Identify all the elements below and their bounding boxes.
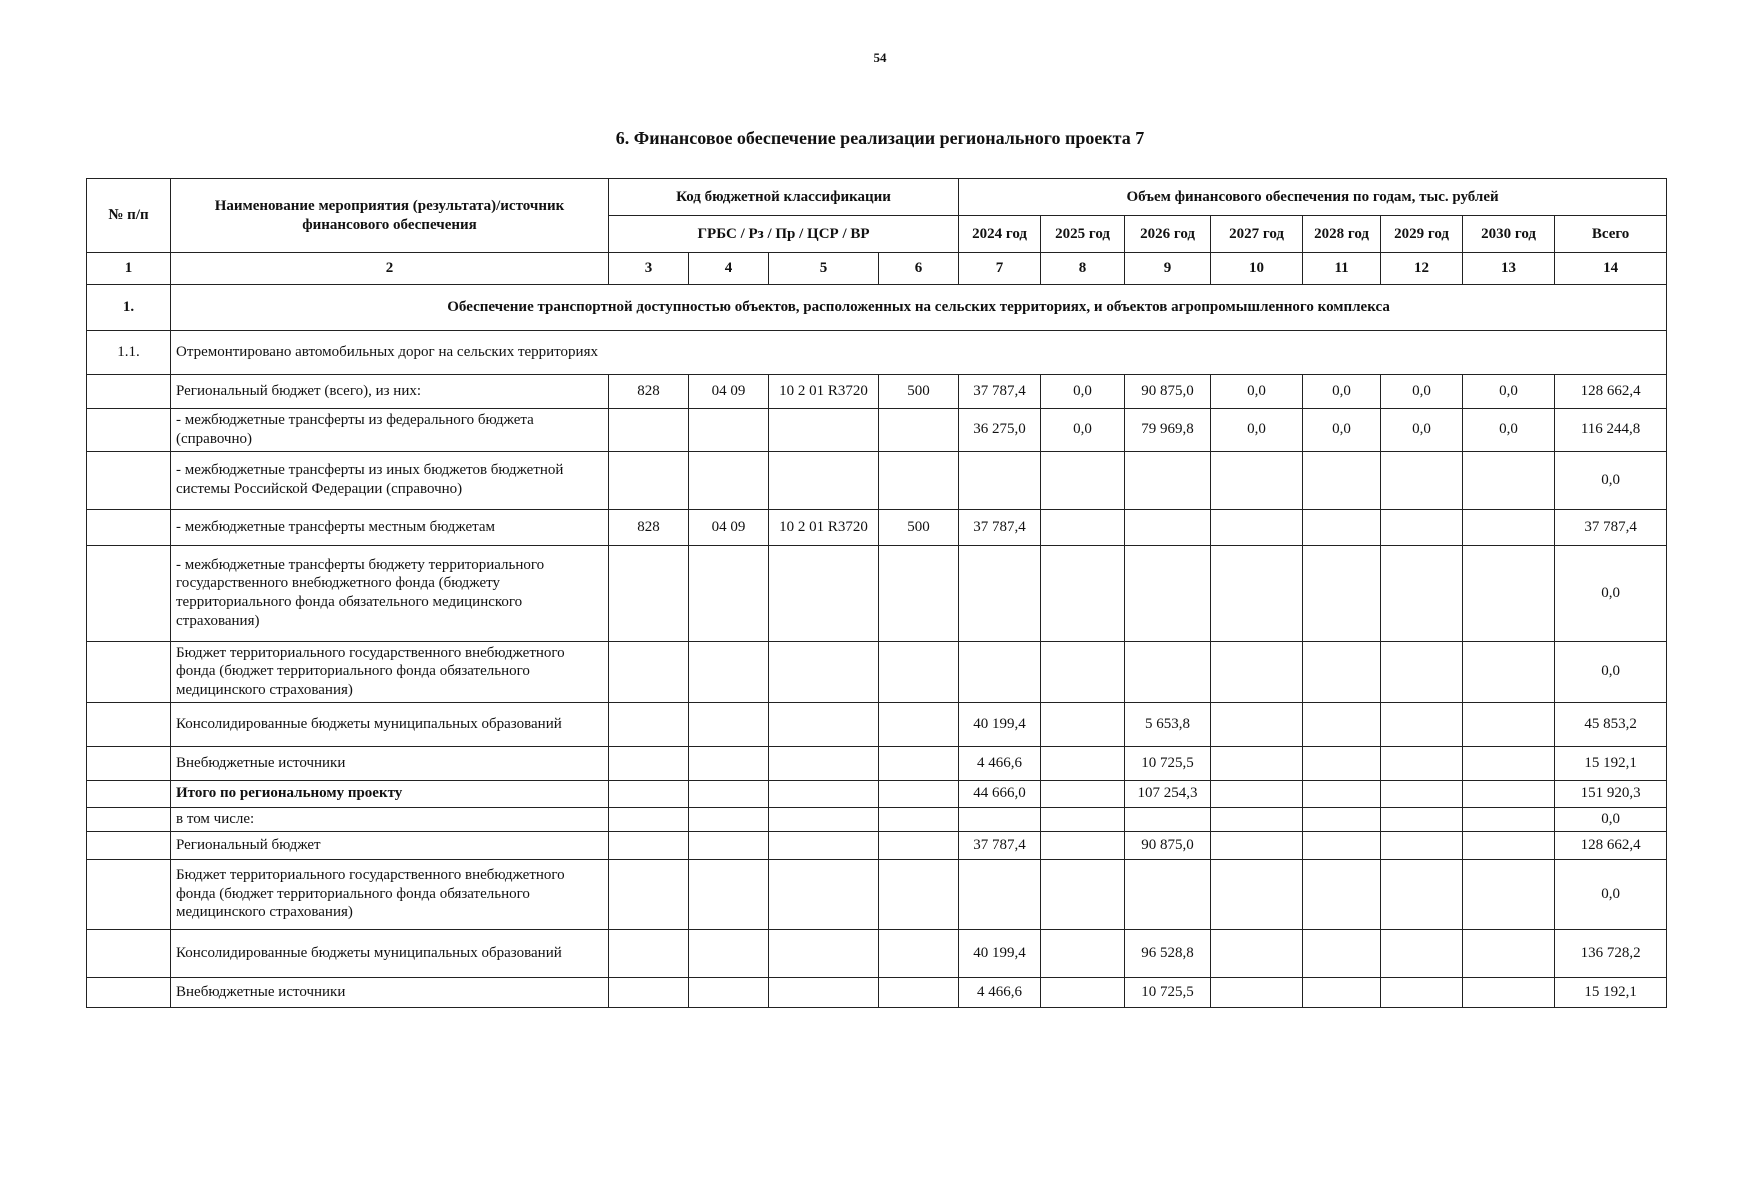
value-cell xyxy=(1041,509,1125,545)
value-cell xyxy=(1041,929,1125,977)
value-cell xyxy=(959,807,1041,831)
code-cell: 828 xyxy=(609,375,689,409)
code-cell xyxy=(689,929,769,977)
value-cell xyxy=(1211,807,1303,831)
section-num: 1. xyxy=(87,285,171,331)
value-cell xyxy=(1303,859,1381,929)
value-cell xyxy=(1041,451,1125,509)
total-cell: 128 662,4 xyxy=(1555,375,1667,409)
row-name-cell: - межбюджетные трансферты из иных бюджетов бюджетной системы Российской Федерации (справочно) xyxy=(171,451,609,509)
value-cell xyxy=(1463,545,1555,641)
subsection-num: 1.1. xyxy=(87,331,171,375)
value-cell xyxy=(1211,545,1303,641)
value-cell xyxy=(1381,831,1463,859)
header-year: 2025 год xyxy=(1041,216,1125,253)
value-cell xyxy=(1303,545,1381,641)
row-num-cell xyxy=(87,859,171,929)
header-year: 2030 год xyxy=(1463,216,1555,253)
value-cell xyxy=(1463,702,1555,746)
code-cell xyxy=(769,545,879,641)
total-cell: 0,0 xyxy=(1555,807,1667,831)
value-cell xyxy=(1303,807,1381,831)
value-cell xyxy=(1381,702,1463,746)
value-cell xyxy=(1463,977,1555,1007)
column-number-cell: 13 xyxy=(1463,253,1555,285)
code-cell xyxy=(609,780,689,807)
value-cell: 37 787,4 xyxy=(959,831,1041,859)
value-cell: 90 875,0 xyxy=(1125,831,1211,859)
column-numbers-row xyxy=(87,253,1667,285)
value-cell: 0,0 xyxy=(1303,409,1381,452)
value-cell xyxy=(1041,746,1125,780)
code-cell xyxy=(609,831,689,859)
value-cell xyxy=(1303,451,1381,509)
table-row xyxy=(87,375,1667,409)
value-cell xyxy=(1381,509,1463,545)
total-cell: 128 662,4 xyxy=(1555,831,1667,859)
value-cell xyxy=(1303,641,1381,702)
column-number-cell: 9 xyxy=(1125,253,1211,285)
value-cell xyxy=(1381,746,1463,780)
value-cell xyxy=(1463,780,1555,807)
code-cell xyxy=(769,929,879,977)
code-cell xyxy=(689,702,769,746)
header-code-sub: ГРБС / Рз / Пр / ЦСР / ВР xyxy=(609,216,959,253)
value-cell xyxy=(1303,929,1381,977)
table-row xyxy=(87,509,1667,545)
value-cell xyxy=(1211,509,1303,545)
value-cell xyxy=(1211,780,1303,807)
table-row xyxy=(87,702,1667,746)
value-cell xyxy=(1211,831,1303,859)
code-cell: 500 xyxy=(879,509,959,545)
row-num-cell xyxy=(87,509,171,545)
row-num-cell xyxy=(87,831,171,859)
code-cell xyxy=(609,545,689,641)
row-name-cell: Внебюджетные источники xyxy=(171,977,609,1007)
total-cell: 15 192,1 xyxy=(1555,746,1667,780)
code-cell xyxy=(609,859,689,929)
code-cell xyxy=(879,831,959,859)
header-num: № п/п xyxy=(87,179,171,253)
row-name-cell: Региональный бюджет (всего), из них: xyxy=(171,375,609,409)
table-row xyxy=(87,859,1667,929)
code-cell xyxy=(879,807,959,831)
value-cell: 79 969,8 xyxy=(1125,409,1211,452)
value-cell: 0,0 xyxy=(1211,409,1303,452)
code-cell xyxy=(609,977,689,1007)
value-cell xyxy=(1041,807,1125,831)
code-cell xyxy=(689,746,769,780)
value-cell xyxy=(1041,977,1125,1007)
column-number-cell: 12 xyxy=(1381,253,1463,285)
value-cell xyxy=(1125,807,1211,831)
total-cell: 0,0 xyxy=(1555,545,1667,641)
value-cell: 10 725,5 xyxy=(1125,746,1211,780)
value-cell xyxy=(1211,746,1303,780)
code-cell xyxy=(769,702,879,746)
value-cell: 0,0 xyxy=(1381,409,1463,452)
table-row xyxy=(87,451,1667,509)
value-cell xyxy=(1125,641,1211,702)
code-cell xyxy=(609,451,689,509)
code-cell xyxy=(769,807,879,831)
value-cell xyxy=(1303,780,1381,807)
code-cell xyxy=(689,859,769,929)
row-num-cell xyxy=(87,409,171,452)
row-num-cell xyxy=(87,545,171,641)
value-cell xyxy=(1041,702,1125,746)
table-row xyxy=(87,831,1667,859)
code-cell xyxy=(609,702,689,746)
value-cell xyxy=(1303,509,1381,545)
value-cell xyxy=(959,545,1041,641)
value-cell xyxy=(1211,929,1303,977)
code-cell xyxy=(609,807,689,831)
code-cell xyxy=(769,451,879,509)
value-cell xyxy=(1463,641,1555,702)
column-number-cell: 14 xyxy=(1555,253,1667,285)
value-cell: 0,0 xyxy=(1381,375,1463,409)
table-row xyxy=(87,977,1667,1007)
value-cell: 90 875,0 xyxy=(1125,375,1211,409)
total-cell: 15 192,1 xyxy=(1555,977,1667,1007)
row-num-cell xyxy=(87,977,171,1007)
value-cell xyxy=(1463,859,1555,929)
value-cell xyxy=(1381,929,1463,977)
value-cell xyxy=(1381,977,1463,1007)
code-cell xyxy=(769,859,879,929)
value-cell xyxy=(1125,509,1211,545)
code-cell xyxy=(769,641,879,702)
value-cell: 96 528,8 xyxy=(1125,929,1211,977)
code-cell xyxy=(689,831,769,859)
value-cell xyxy=(1125,451,1211,509)
row-name-cell: Консолидированные бюджеты муниципальных образований xyxy=(171,929,609,977)
code-cell xyxy=(879,780,959,807)
value-cell: 37 787,4 xyxy=(959,509,1041,545)
value-cell xyxy=(1211,977,1303,1007)
row-name-cell: - межбюджетные трансферты бюджету территориального государственного внебюджетного фонда (бюджету территориального фонда обязательного медицинского страхования) xyxy=(171,545,609,641)
column-number-cell: 2 xyxy=(171,253,609,285)
section-row xyxy=(87,285,1667,331)
value-cell: 0,0 xyxy=(1303,375,1381,409)
code-cell xyxy=(609,641,689,702)
value-cell: 0,0 xyxy=(1463,409,1555,452)
value-cell xyxy=(1041,859,1125,929)
total-cell: 0,0 xyxy=(1555,859,1667,929)
code-cell xyxy=(879,545,959,641)
code-cell xyxy=(879,929,959,977)
header-code-group: Код бюджетной классификации xyxy=(609,179,959,216)
total-cell: 151 920,3 xyxy=(1555,780,1667,807)
value-cell xyxy=(1463,831,1555,859)
code-cell xyxy=(879,859,959,929)
financial-table xyxy=(86,178,1667,1008)
table-row xyxy=(87,929,1667,977)
value-cell: 0,0 xyxy=(1041,375,1125,409)
column-number-cell: 3 xyxy=(609,253,689,285)
row-num-cell xyxy=(87,375,171,409)
row-name-cell: Бюджет территориального государственного внебюджетного фонда (бюджет территориального фонда обязательного медицинского страхования) xyxy=(171,641,609,702)
value-cell xyxy=(1303,977,1381,1007)
code-cell xyxy=(769,746,879,780)
table-row xyxy=(87,545,1667,641)
table-row xyxy=(87,807,1667,831)
code-cell xyxy=(879,977,959,1007)
column-number-cell: 7 xyxy=(959,253,1041,285)
row-name-cell: в том числе: xyxy=(171,807,609,831)
value-cell xyxy=(1381,807,1463,831)
code-cell: 10 2 01 R3720 xyxy=(769,509,879,545)
header-volume-group: Объем финансового обеспечения по годам, тыс. рублей xyxy=(959,179,1667,216)
table-row xyxy=(87,641,1667,702)
code-cell: 828 xyxy=(609,509,689,545)
column-number-cell: 11 xyxy=(1303,253,1381,285)
total-cell: 0,0 xyxy=(1555,451,1667,509)
code-cell xyxy=(689,641,769,702)
row-name-cell: Итого по региональному проекту xyxy=(171,780,609,807)
value-cell: 0,0 xyxy=(1211,375,1303,409)
value-cell xyxy=(1381,451,1463,509)
value-cell: 4 466,6 xyxy=(959,977,1041,1007)
code-cell: 04 09 xyxy=(689,509,769,545)
code-cell xyxy=(609,929,689,977)
value-cell xyxy=(1211,702,1303,746)
row-num-cell xyxy=(87,807,171,831)
value-cell xyxy=(1041,545,1125,641)
total-cell: 116 244,8 xyxy=(1555,409,1667,452)
row-num-cell xyxy=(87,641,171,702)
value-cell xyxy=(1303,702,1381,746)
code-cell xyxy=(689,977,769,1007)
value-cell xyxy=(1125,859,1211,929)
code-cell xyxy=(879,702,959,746)
column-number-cell: 5 xyxy=(769,253,879,285)
value-cell xyxy=(1041,641,1125,702)
code-cell xyxy=(609,746,689,780)
row-num-cell xyxy=(87,929,171,977)
code-cell xyxy=(879,641,959,702)
row-name-cell: Внебюджетные источники xyxy=(171,746,609,780)
header-year: 2027 год xyxy=(1211,216,1303,253)
value-cell: 10 725,5 xyxy=(1125,977,1211,1007)
table-row xyxy=(87,746,1667,780)
total-cell: 0,0 xyxy=(1555,641,1667,702)
code-cell xyxy=(879,409,959,452)
value-cell xyxy=(1041,831,1125,859)
total-cell: 37 787,4 xyxy=(1555,509,1667,545)
column-number-cell: 1 xyxy=(87,253,171,285)
page-number: 54 xyxy=(873,50,887,65)
header-name: Наименование мероприятия (результата)/источник финансового обеспечения xyxy=(171,179,609,253)
column-number-cell: 6 xyxy=(879,253,959,285)
column-number-cell: 10 xyxy=(1211,253,1303,285)
value-cell: 36 275,0 xyxy=(959,409,1041,452)
code-cell xyxy=(689,545,769,641)
code-cell xyxy=(609,409,689,452)
value-cell xyxy=(959,859,1041,929)
value-cell: 40 199,4 xyxy=(959,702,1041,746)
code-cell xyxy=(689,451,769,509)
value-cell xyxy=(1211,859,1303,929)
value-cell: 4 466,6 xyxy=(959,746,1041,780)
row-num-cell xyxy=(87,451,171,509)
code-cell xyxy=(689,409,769,452)
subsection-title: Отремонтировано автомобильных дорог на сельских территориях xyxy=(171,331,1667,375)
header-year: 2029 год xyxy=(1381,216,1463,253)
code-cell xyxy=(879,451,959,509)
value-cell xyxy=(1125,545,1211,641)
header-year: 2024 год xyxy=(959,216,1041,253)
row-name-cell: Консолидированные бюджеты муниципальных образований xyxy=(171,702,609,746)
section-title: Обеспечение транспортной доступностью объектов, расположенных на сельских территориях, и объектов агропромышленного комплекса xyxy=(171,285,1667,331)
value-cell: 0,0 xyxy=(1041,409,1125,452)
row-num-cell xyxy=(87,746,171,780)
code-cell: 500 xyxy=(879,375,959,409)
total-cell: 45 853,2 xyxy=(1555,702,1667,746)
value-cell xyxy=(1463,929,1555,977)
row-name-cell: Региональный бюджет xyxy=(171,831,609,859)
row-num-cell xyxy=(87,780,171,807)
value-cell xyxy=(1463,509,1555,545)
row-name-cell: - межбюджетные трансферты местным бюджетам xyxy=(171,509,609,545)
value-cell xyxy=(1303,746,1381,780)
column-number-cell: 8 xyxy=(1041,253,1125,285)
code-cell: 10 2 01 R3720 xyxy=(769,375,879,409)
value-cell: 40 199,4 xyxy=(959,929,1041,977)
code-cell xyxy=(879,746,959,780)
value-cell xyxy=(1303,831,1381,859)
value-cell xyxy=(1211,641,1303,702)
value-cell xyxy=(1463,807,1555,831)
value-cell xyxy=(1381,859,1463,929)
value-cell: 107 254,3 xyxy=(1125,780,1211,807)
code-cell xyxy=(689,807,769,831)
value-cell xyxy=(1381,780,1463,807)
code-cell xyxy=(689,780,769,807)
code-cell xyxy=(769,977,879,1007)
value-cell xyxy=(1463,746,1555,780)
row-name-cell: - межбюджетные трансферты из федерального бюджета (справочно) xyxy=(171,409,609,452)
value-cell: 5 653,8 xyxy=(1125,702,1211,746)
value-cell xyxy=(1463,451,1555,509)
value-cell xyxy=(1381,545,1463,641)
table-row xyxy=(87,409,1667,452)
value-cell xyxy=(959,451,1041,509)
row-num-cell xyxy=(87,702,171,746)
code-cell xyxy=(769,831,879,859)
code-cell xyxy=(769,409,879,452)
code-cell: 04 09 xyxy=(689,375,769,409)
header-row-1 xyxy=(87,179,1667,216)
value-cell xyxy=(1211,451,1303,509)
total-cell: 136 728,2 xyxy=(1555,929,1667,977)
value-cell xyxy=(1381,641,1463,702)
value-cell: 37 787,4 xyxy=(959,375,1041,409)
value-cell: 0,0 xyxy=(1463,375,1555,409)
header-year: 2026 год xyxy=(1125,216,1211,253)
header-total: Всего xyxy=(1555,216,1667,253)
value-cell xyxy=(1041,780,1125,807)
subsection-row xyxy=(87,331,1667,375)
document-title: 6. Финансовое обеспечение реализации регионального проекта 7 xyxy=(615,128,1145,148)
table-row xyxy=(87,780,1667,807)
code-cell xyxy=(769,780,879,807)
header-year: 2028 год xyxy=(1303,216,1381,253)
value-cell xyxy=(959,641,1041,702)
value-cell: 44 666,0 xyxy=(959,780,1041,807)
column-number-cell: 4 xyxy=(689,253,769,285)
row-name-cell: Бюджет территориального государственного внебюджетного фонда (бюджет территориального фонда обязательного медицинского страхования) xyxy=(171,859,609,929)
